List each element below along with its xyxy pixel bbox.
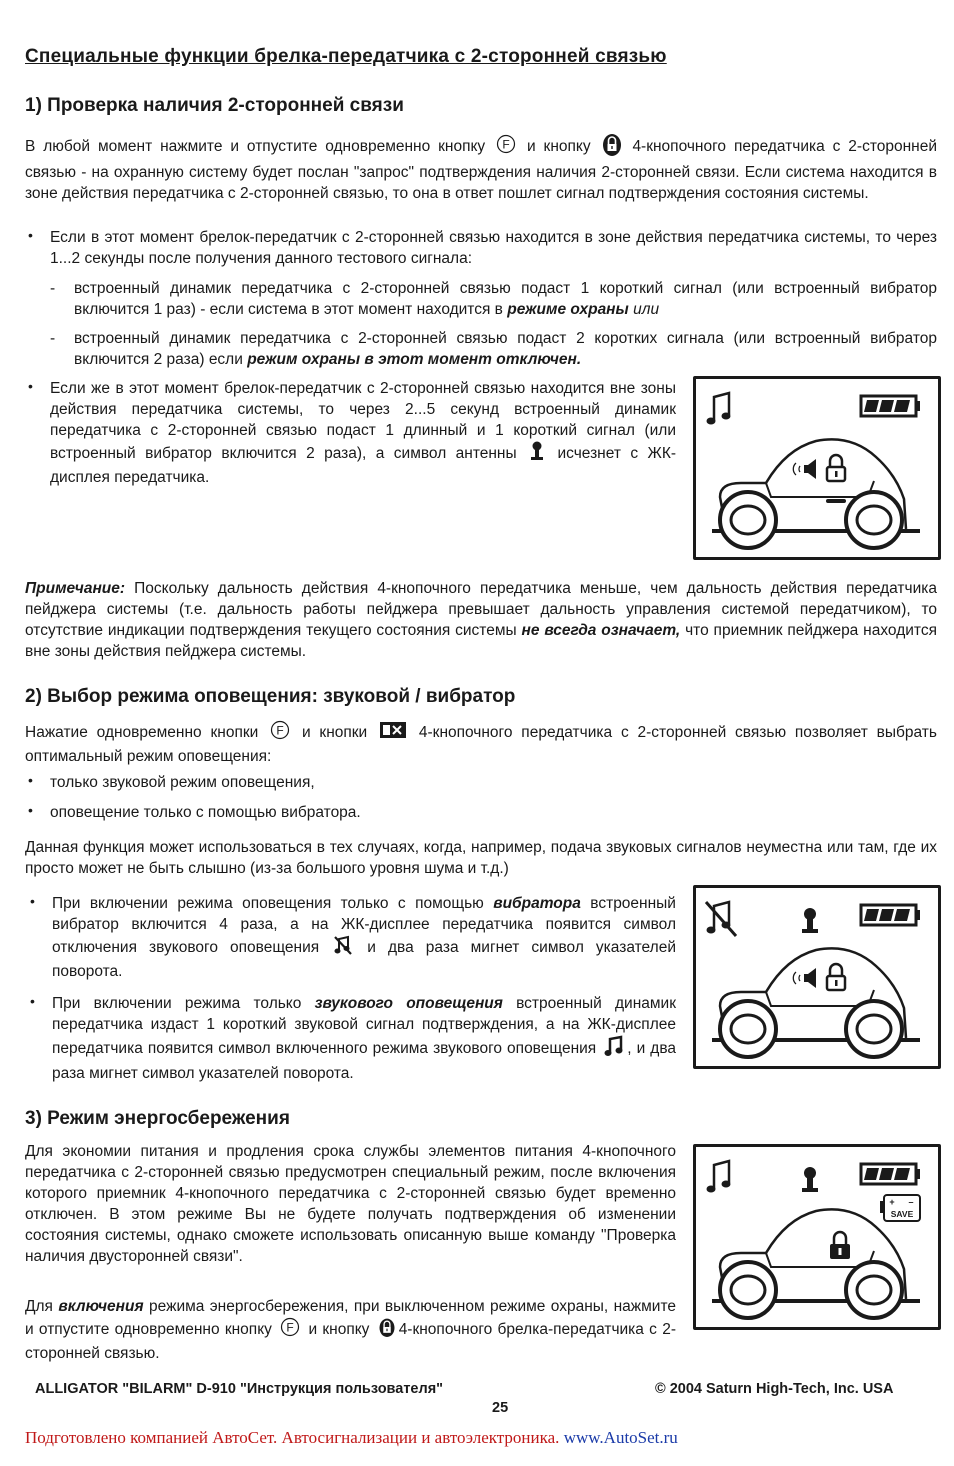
s3-paragraph: Для экономии питания и продления срока службы элементов питания 4-кнопочного передатчика с 2-сторонней связью предусмотрен специальный режим, после включения которого приемник 4-кнопочного передатчика с 2-сторонней связью будет временно отключен. В этом режиме Вы не будете получать подтверждения об изменении состояния системы, однако сможете использовать описанную выше команду "Проверка наличия двусторонней связи". [25,1143,676,1265]
svg-text:F: F [502,137,510,152]
section-2-heading: 2) Выбор режима оповещения: звуковой / вибратор [25,686,516,707]
svg-text:F: F [276,723,284,738]
save-battery-icon [880,1195,920,1221]
music-note-icon [604,1035,624,1063]
bullet-icon: • [28,378,33,394]
autoset-link[interactable]: www.AutoSet.ru [563,1428,678,1447]
s3-enable-instructions: Для включения режима энергосбережения, при выключенном режиме охраны, нажмите и отпустите одновременно кнопку F и кнопку 4-кнопочного брелка-передатчика с 2-сторонней связью. [25,1298,677,1362]
mode-button-icon [379,721,407,745]
lock-icon [830,1232,850,1259]
s2-bullet-vibrate: • При включении режима оповещения только с помощью вибратора встроенный вибратор включится 4 раза, а на ЖК-дисплее передатчика появится символ отключения звукового оповещения и два раза мигнет символ указателей поворота. [30,893,676,980]
s2-paragraph: Данная функция может использоваться в тех случаях, когда, например, подача звуковых сигналов неуместна или там, где их просто может не быть слышно (из-за большого уровня шума и т.д.) [25,839,937,877]
s2-intro: Нажатие одновременно кнопки F и кнопки 4-кнопочного передатчика с 2-сторонней связью позволяет выбрать оптимальный режим оповещения: [25,720,937,767]
music-note-icon [707,393,731,425]
s1-bullet-1: • Если в этот момент брелок-передатчик с 2-сторонней связью находится в зоне действия передатчика системы, то через 1...2 секунды после получения данного тестового сигнала: [28,227,937,267]
f-button-icon [280,1317,300,1343]
bullet-icon: • [28,772,33,788]
section-1-heading: 1) Проверка наличия 2-сторонней связи [25,95,404,116]
music-note-icon [707,1161,731,1193]
bullet-icon: • [28,802,33,818]
lcd-display-armed-check [693,376,941,560]
speaker-icon [793,459,816,479]
lcd-display-save-mode [693,1144,941,1330]
prepared-by-note: Подготовлено компанией АвтоСет. Автосигнализации и автоэлектроника. www.AutoSet.ru [25,1428,678,1447]
s1-intro: В любой момент нажмите и отпустите одновременно кнопку F и кнопку 4-кнопочного передатчика с 2-сторонней связью - на охранную систему будет послан "запрос" подтверждения наличия 2-сторонней связи. Если система находится в зоне действия передатчика с 2-сторонней связью, то она в ответ пошлет сигнал подтверждения состояния системы. [25,132,937,204]
lock-icon [827,964,845,990]
s2-bullet-sound: • При включении режима только звукового оповещения встроенный динамик передатчика издаст 1 короткий звуковой сигнал подтверждения, а на ЖК-дисплее передатчика появится символ включенного режима звукового оповещения , и два раза мигнет символ указателей поворота. [30,993,676,1082]
car-icon [712,948,920,1057]
car-icon [712,439,920,548]
lock-button-icon [602,132,622,162]
page-number: 25 [492,1400,509,1416]
speaker-icon [793,968,816,988]
f-button-icon [270,720,290,746]
sound-off-icon [334,935,352,961]
s1-dash-1: - встроенный динамик передатчика с 2-сторонней связью подаст 1 короткий сигнал (или встроенный вибратор включится 1 раз) - если система в этот момент находится в режиме охраны или [50,280,937,318]
bullet-icon: • [30,993,35,1009]
car-icon [712,1209,920,1318]
s2-option-2: • оповещение только с помощью вибратора. [28,802,361,821]
section-3-heading: 3) Режим энергосбережения [25,1108,290,1129]
s2-option-1: • только звуковой режим оповещения, [28,772,315,791]
svg-text:F: F [286,1320,294,1335]
lcd-display-vibrate-mode [693,885,941,1069]
f-button-icon [496,134,516,160]
antenna-icon [529,441,545,467]
page-title: Специальные функции брелка-передатчика с 2-сторонней связью [25,46,667,67]
lock-icon [827,455,845,481]
footer-copyright: © 2004 Saturn High-Tech, Inc. USA [655,1381,894,1397]
dash-icon: - [50,280,56,297]
bullet-icon: • [30,893,35,909]
s1-bullet-2: • Если же в этот момент брелок-передатчик с 2-сторонней связью находится вне зоны действия передатчика системы, то через 2...5 секунд встроенный динамик передатчика с 2-сторонней связью подаст 1 длинный и 1 короткий сигнал (или встроенный вибратор включится 2 раза), а символ антенны исчезнет с ЖК-дисплея передатчика. [28,378,677,486]
footer-manual-title: ALLIGATOR "BILARM" D-910 "Инструкция пользователя" [35,1381,444,1397]
antenna-icon [802,908,818,933]
s1-note: Примечание: Поскольку дальность действия 4-кнопочного передатчика меньше, чем дальность действия передатчика пейджера системы (т.е. дальность работы пейджера превышает дальность управления системой передатчиком), то отсутствие индикации подтверждения текущего состояния системы не всегда означает, что приемник пейджера находится вне зоны действия пейджера системы. [25,580,937,660]
svg-text:SAVE: SAVE [890,1209,914,1219]
lock-button-icon [378,1317,396,1343]
bullet-icon: • [28,227,33,243]
battery-icon [861,1164,920,1184]
svg-text:–: – [908,1197,914,1207]
antenna-icon [802,1167,818,1192]
s1-dash-2: - встроенный динамик передатчика с 2-сторонней связью подаст 2 коротких сигнала (или встроенный вибратор включится 2 раза) если режим охраны в этот момент отключен. [50,330,937,368]
dash-icon: - [50,330,56,347]
battery-icon [861,905,920,925]
battery-icon [861,396,920,416]
svg-text:+: + [889,1197,895,1207]
sound-off-icon [706,902,736,936]
